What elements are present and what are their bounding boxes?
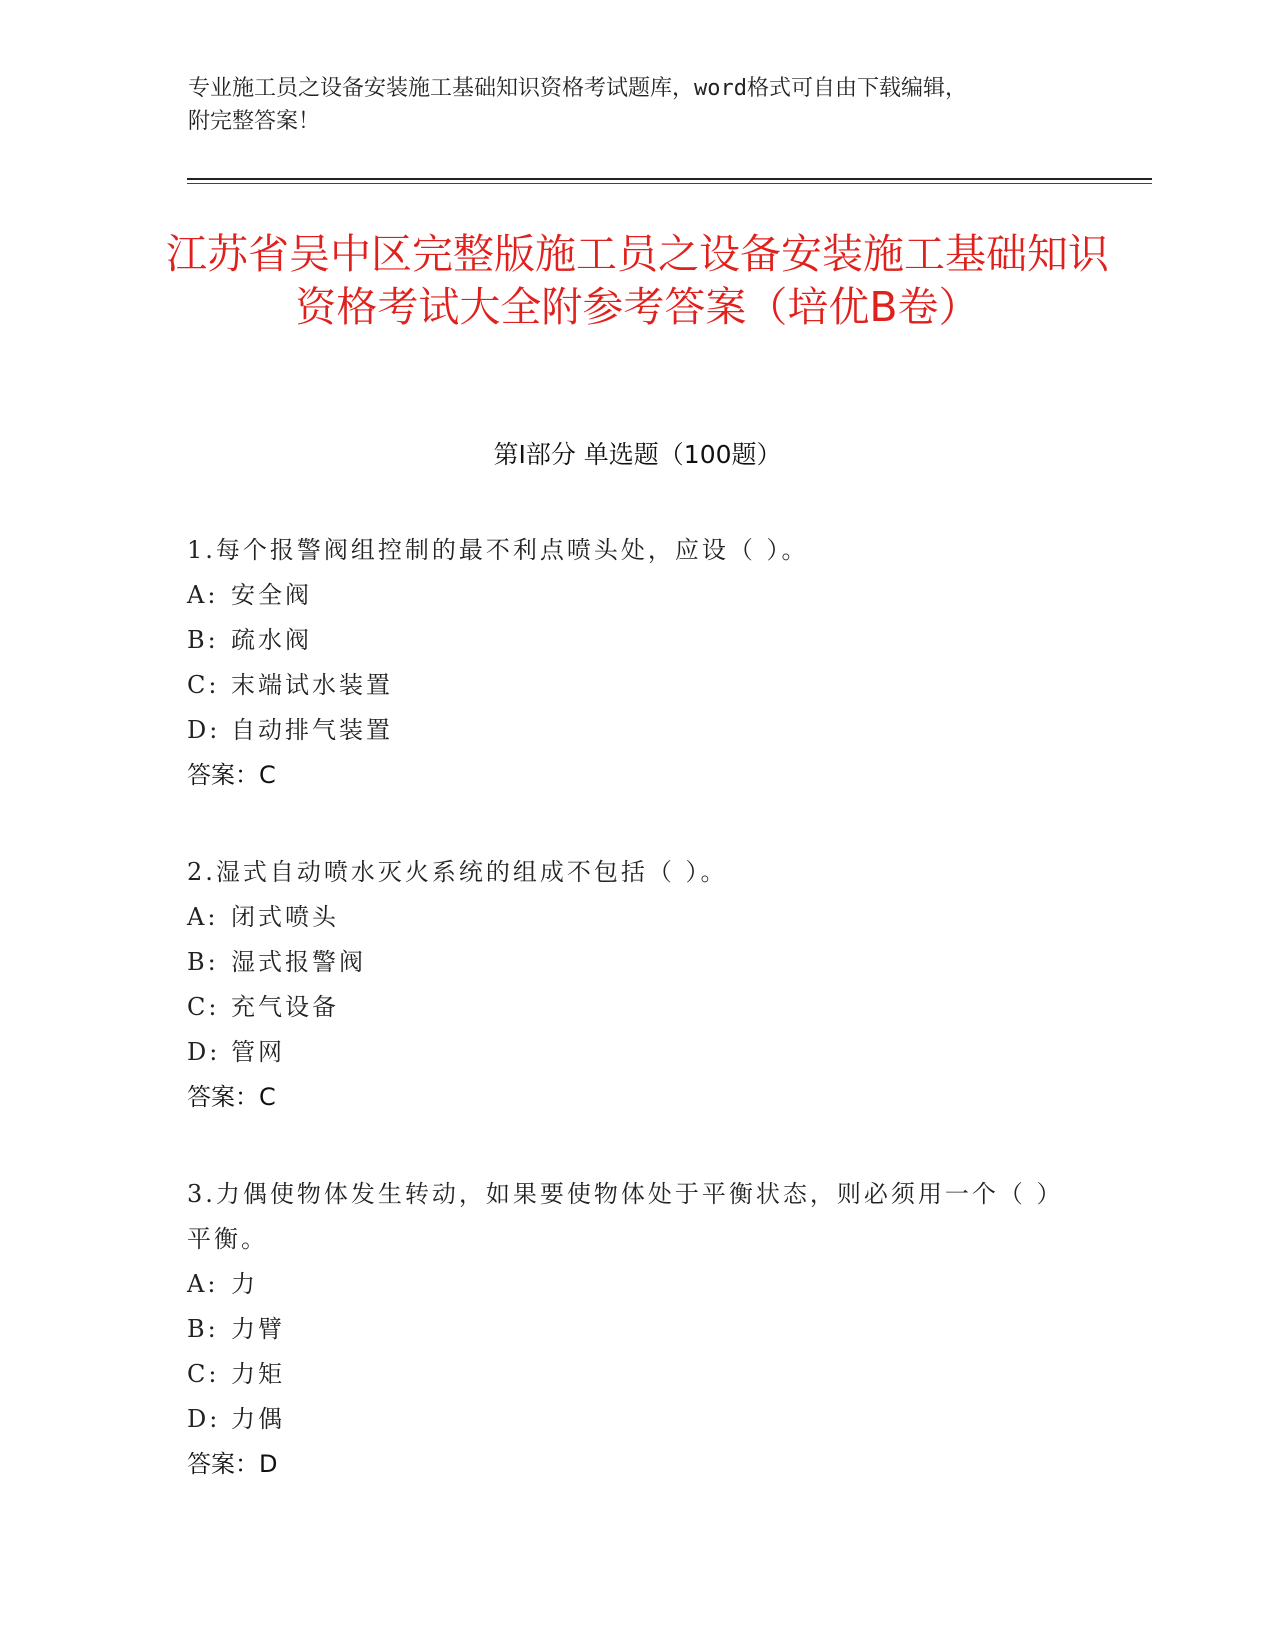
option-a [187,573,1087,618]
option-text: 力 [231,1270,258,1298]
question-item [187,528,1087,798]
answer-value: C [259,761,276,789]
answer-label: 答案： [187,1083,259,1111]
option-a [187,895,1087,940]
header-note-line2: 附完整答案！ [188,109,321,134]
option-b [187,618,1087,663]
header-note-line1: 专业施工员之设备安装施工基础知识资格考试题库，word格式可自由下载编辑， [188,76,967,101]
option-text: 力臂 [231,1315,285,1343]
option-b [187,1307,1087,1352]
question-item [187,1172,1087,1487]
option-text: 闭式喷头 [231,903,339,931]
option-c [187,985,1087,1030]
option-text: 疏水阀 [231,626,312,654]
question-stem: 1.每个报警阀组控制的最不利点喷头处，应设（ ）。 [187,536,809,564]
question-stem: 2.湿式自动喷水灭火系统的组成不包括（ ）。 [187,858,728,886]
option-text: 自动排气装置 [231,716,393,744]
header-divider-thin [187,183,1152,184]
option-d [187,708,1087,753]
answer-label: 答案： [187,761,259,789]
option-letter: C: [187,993,220,1021]
option-text: 湿式报警阀 [231,948,366,976]
question-stem: 3.力偶使物体发生转动，如果要使物体处于平衡状态，则必须用一个（ ）平衡。 [187,1180,1064,1253]
option-text: 力矩 [231,1360,285,1388]
option-letter: A: [187,1270,219,1298]
answer-line [187,1075,1087,1120]
answer-line [187,1442,1087,1487]
option-letter: B: [187,948,219,976]
option-letter: D: [187,1405,221,1433]
document-title: 江苏省吴中区完整版施工员之设备安装施工基础知识资格考试大全附参考答案（培优B卷） [166,230,1109,331]
option-letter: B: [187,626,219,654]
option-letter: C: [187,1360,220,1388]
option-letter: D: [187,1038,221,1066]
option-text: 安全阀 [231,581,312,609]
answer-value: D [259,1450,278,1478]
question-item [187,850,1087,1120]
answer-value: C [259,1083,276,1111]
option-c [187,663,1087,708]
option-text: 管网 [231,1038,285,1066]
option-letter: C: [187,671,220,699]
option-c [187,1352,1087,1397]
option-b [187,940,1087,985]
option-letter: A: [187,903,219,931]
option-text: 力偶 [231,1405,285,1433]
answer-label: 答案： [187,1450,259,1478]
header-divider-thick [187,178,1152,180]
option-text: 充气设备 [231,993,339,1021]
option-text: 末端试水装置 [231,671,393,699]
option-a [187,1262,1087,1307]
header-note [188,72,1088,138]
option-letter: B: [187,1315,219,1343]
option-letter: D: [187,716,221,744]
section-heading: 第Ⅰ部分 单选题（100题） [493,440,782,469]
option-letter: A: [187,581,219,609]
option-d [187,1030,1087,1075]
option-d [187,1397,1087,1442]
question-list [187,528,1087,1539]
answer-line [187,753,1087,798]
